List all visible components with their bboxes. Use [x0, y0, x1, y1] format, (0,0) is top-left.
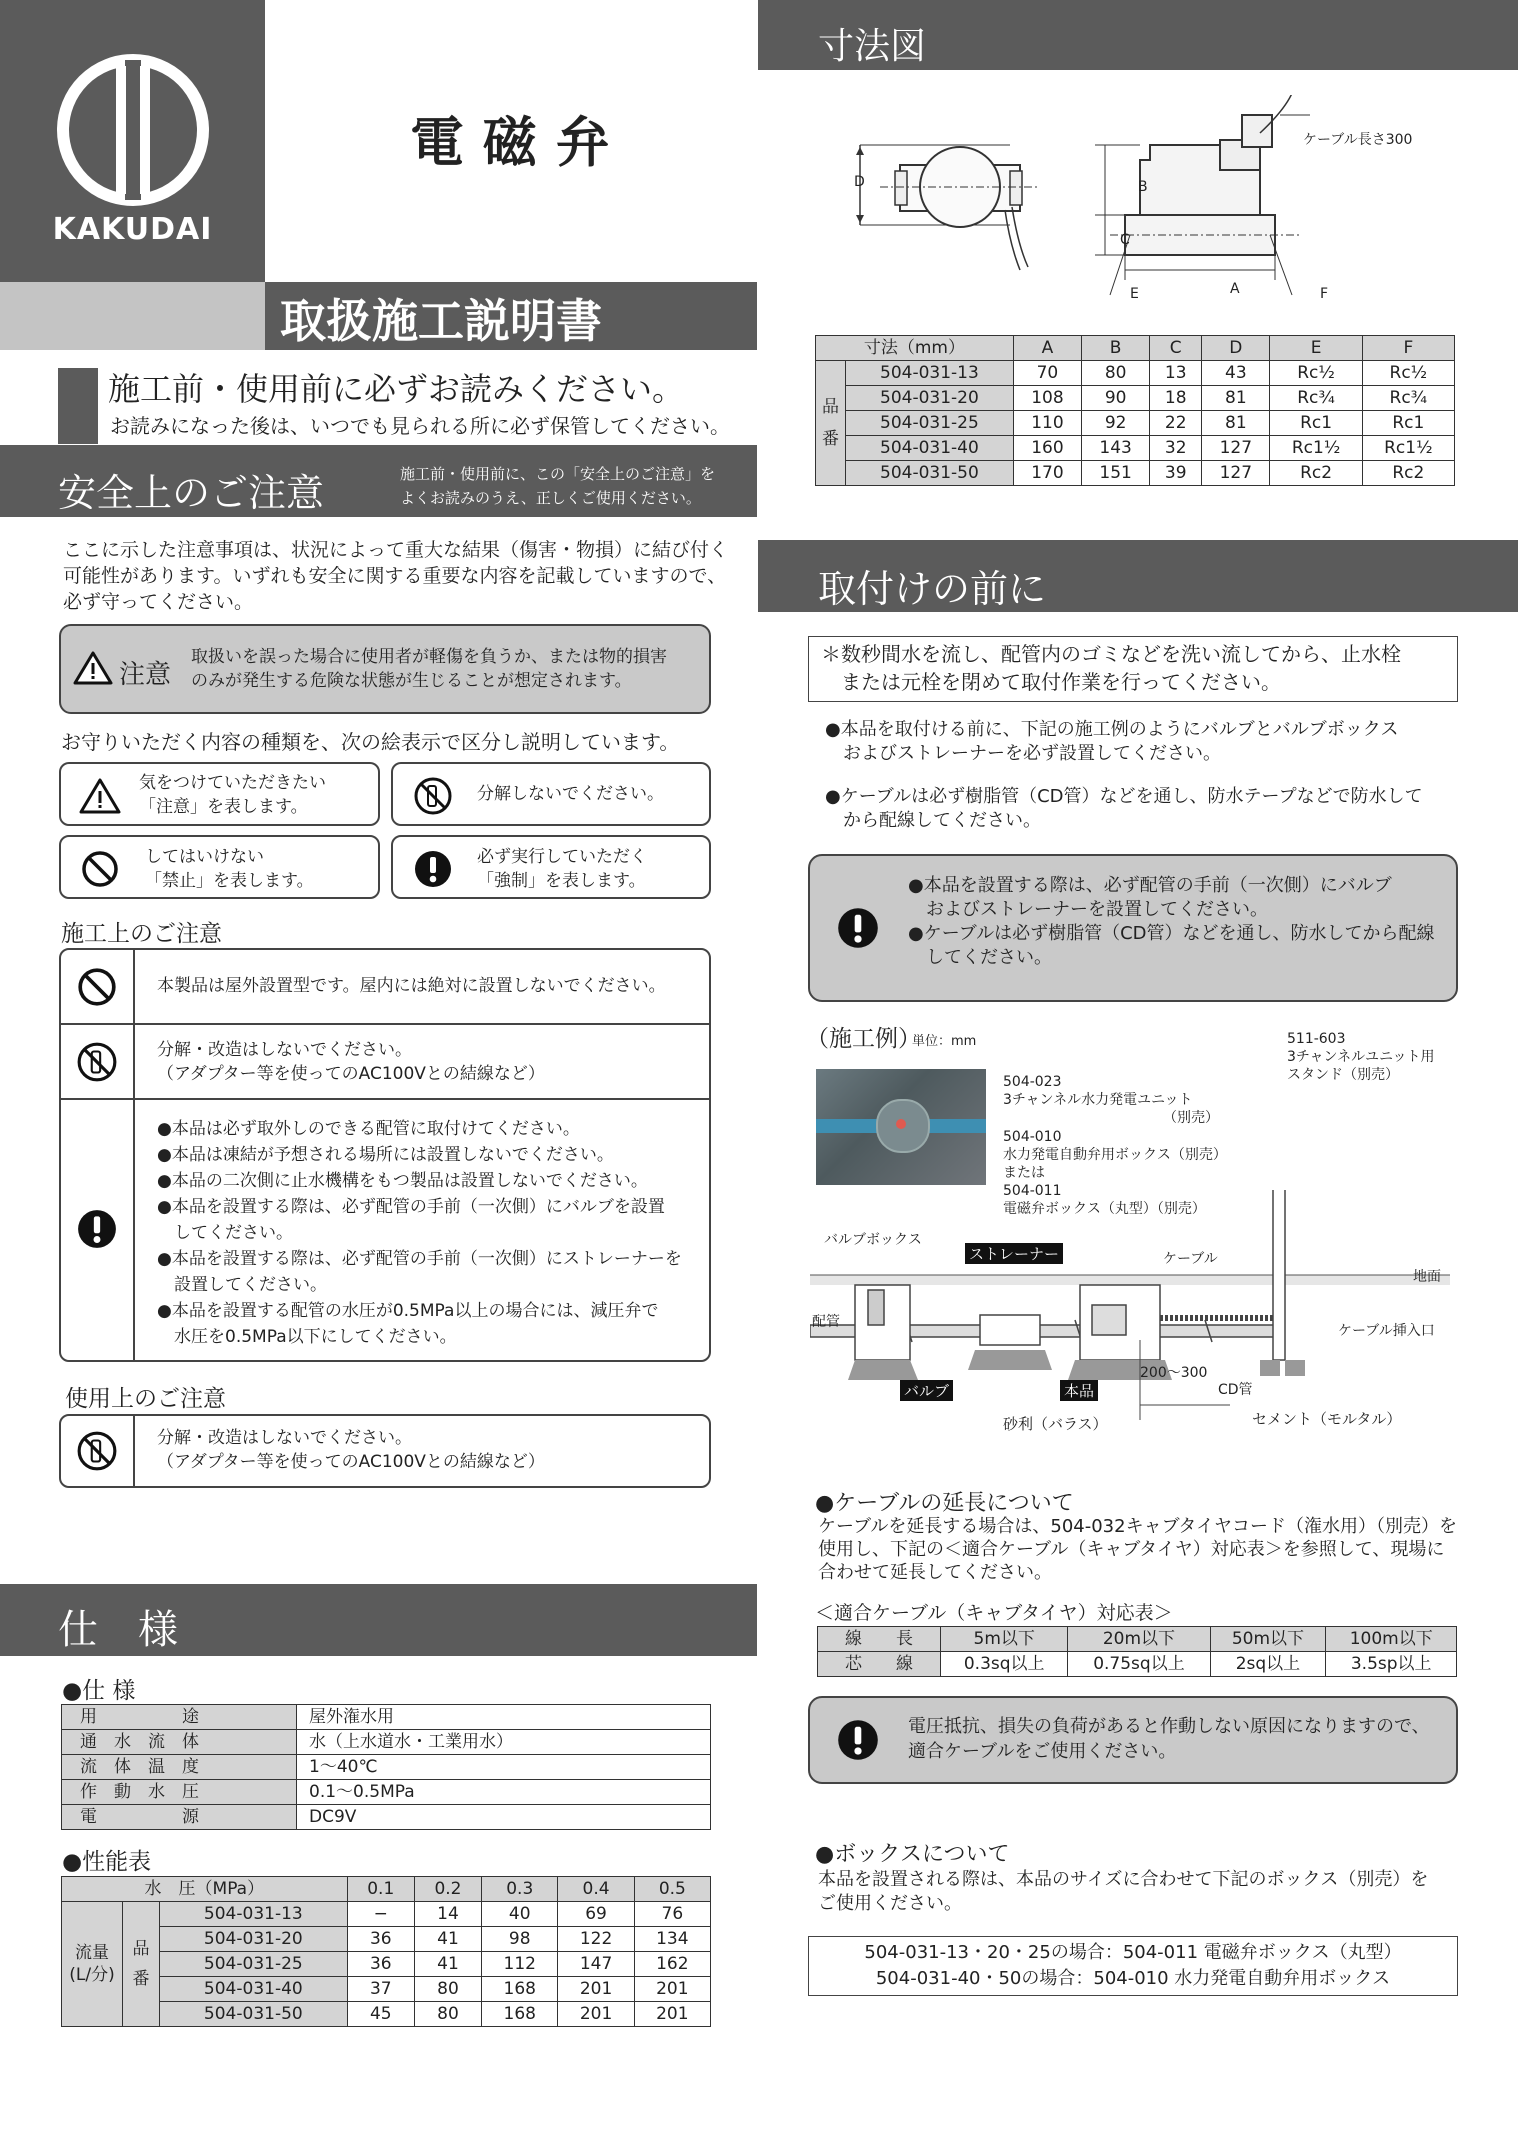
before-bullet-2: ●ケーブルは必ず樹脂管（CD管）などを通し、防水テープなどで防水して から配線してください。 [825, 786, 1423, 831]
safety-intro: ここに示した注意事項は、状況によって重大な結果（傷害・物損）に結び付く 可能性があります。いずれも安全に関する重要な内容を記載していますので、 必ず守ってください。 [63, 539, 729, 613]
symbols-intro: お守りいただく内容の種類を、次の絵表示で区分し説明しています。 [61, 730, 680, 754]
dim-label-d: D [854, 174, 865, 190]
install-item: ●本品の二次側に止水機構をもつ製品は設置しないでください。 [157, 1171, 648, 1191]
safety-side-note-2: よくお読みのうえ、正しくご使用ください。 [400, 489, 701, 507]
read-notice: 施工前・使用前に必ずお読みください。 [108, 370, 685, 408]
install-item: してください。 [157, 1223, 293, 1243]
label-strainer: ストレーナー [965, 1243, 1063, 1264]
spec-sub: ●仕 様 [62, 1678, 136, 1704]
label-cable-inlet: ケーブル挿入口 [1338, 1323, 1435, 1339]
manual-title-band [0, 282, 265, 350]
example-unit: 単位：mm [912, 1034, 977, 1049]
dimension-row: 504-031-40 160 143 32 127 Rc1½ Rc1½ [816, 436, 1455, 461]
prohibit-icon [76, 966, 118, 1008]
label-023: 504-023 3チャンネル水力発電ユニット （別売） [1003, 1074, 1219, 1126]
label-cable: ケーブル [1163, 1251, 1218, 1267]
label-valve: バルブ [900, 1380, 953, 1401]
warning-triangle-icon [78, 777, 122, 815]
install-title: 施工上のご注意 [61, 921, 222, 947]
example-photo [816, 1069, 986, 1185]
spec-title: 仕 様 [58, 1607, 178, 1653]
install-item: 水圧を0.5MPa以下にしてください。 [157, 1327, 457, 1347]
dimension-row: 504-031-20 108 90 18 81 Rc¾ Rc¾ [816, 386, 1455, 411]
logo-block [0, 0, 265, 282]
spec-row: 作 動 水 圧 0.1〜0.5MPa [62, 1780, 711, 1805]
label-cement: セメント（モルタル） [1252, 1410, 1402, 1428]
dimension-table: 寸法（mm） A B C D E F 品 番 504-031-13 70 80 13 43 Rc½ Rc½ 504-031-20 108 90 18 81 Rc¾ Rc¾ 504-031-25 110 92 22 81 Rc1 Rc1 504-031-40 160 143 32 127 Rc1½ Rc1½ 504-031-50 170 151 39 127 Rc2 Rc2 [815, 335, 1455, 486]
mandatory-icon [76, 1208, 118, 1250]
cable-title: ●ケーブルの延長について [815, 1491, 1074, 1516]
spec-table [61, 1704, 711, 1830]
perf-row: 504-031-40 37 80 168 201 201 [62, 1977, 711, 2002]
label-depth: 200〜300 [1140, 1365, 1208, 1381]
read-notice-sub: お読みになった後は、いつでも見られる所に必ず保管してください。 [110, 414, 730, 438]
mandatory-icon [836, 1718, 880, 1762]
install-item: 設置してください。 [157, 1275, 327, 1295]
label-ground: 地面 [1413, 1269, 1441, 1285]
install-items [157, 1116, 682, 1350]
box-text: 本品を設置される際は、本品のサイズに合わせて下記のボックス（別売）を ご使用ください。 [818, 1869, 1429, 1914]
cable-text: ケーブルを延長する場合は、504-032キャブタイヤコード（潅水用）（別売）を 使用し、下記の＜適合ケーブル（キャブタイヤ）対応表＞を参照して、現場に 合わせて延長してください。 [818, 1516, 1457, 1583]
cable-table: 線 長 5m以下 20m以下 50m以下 100m以下 芯 線 0.3sq以上 0.75sq以上 2sq以上 3.5sp以上 [817, 1626, 1457, 1677]
symbol-no-disassemble: 分解しないでください。 [391, 762, 711, 826]
use-title: 使用上のご注意 [65, 1386, 226, 1412]
dim-label-a: A [1230, 281, 1240, 297]
warning-triangle-icon [73, 650, 113, 686]
before-warning-box: ●本品を設置する際は、必ず配管の手前（一次側）にバルブ およびストレーナーを設置してください。 ●ケーブルは必ず樹脂管（CD管）などを通し、防水してから配線 してください。 [808, 854, 1458, 1002]
spec-row: 流 体 温 度 1〜40℃ [62, 1755, 711, 1780]
perf-sub: ●性能表 [62, 1849, 152, 1875]
mandatory-icon [836, 906, 880, 950]
brand-name: KAKUDAI [52, 212, 213, 247]
before-bullet-1: ●本品を取付ける前に、下記の施工例のようにバルブとバルブボックス およびストレーナーを必ず設置してください。 [825, 719, 1399, 764]
dim-label-c: C [1120, 232, 1130, 248]
caution-text: 取扱いを誤った場合に使用者が軽傷を負うか、または物的損害 のみが発生する危険な状態が生じることが想定されます。 [191, 647, 667, 691]
before-box: ＊数秒間水を流し、配管内のゴミなどを洗い流してから、止水栓 または元栓を閉めて取付作業を行ってください。 [808, 636, 1458, 702]
mandatory-icon [413, 849, 453, 889]
spec-row: 用 途 屋外潅水用 [62, 1705, 711, 1730]
cable-warning-box: 電圧抵抗、損失の負荷があると作動しない原因になりますので、 適合ケーブルをご使用ください。 [808, 1696, 1458, 1784]
use-table: 分解・改造はしないでください。 （アダプター等を使ってのAC100Vとの結線など） [59, 1414, 711, 1488]
symbol-mandatory: 必ず実行していただく 「強制」を表します。 [391, 835, 711, 899]
dimension-row: 504-031-25 110 92 22 81 Rc1 Rc1 [816, 411, 1455, 436]
dimension-row: 品 番 504-031-13 70 80 13 43 Rc½ Rc½ [816, 361, 1455, 386]
label-valve-box: バルブボックス [824, 1232, 922, 1248]
perf-row: 流量 (L/分) 品 番 504-031-13 − 14 40 69 76 [62, 1902, 711, 1927]
caution-box [59, 624, 711, 714]
perf-row: 504-031-25 36 41 112 147 162 [62, 1952, 711, 1977]
install-item: ●本品は必ず取外しのできる配管に取付けてください。 [157, 1119, 580, 1139]
install-table: 本製品は屋外設置型です。屋内には絶対に設置しないでください。 分解・改造はしないでください。 （アダプター等を使ってのAC100Vとの結線など） ●本品は必ず取外しのできる配管に取付けてください。 ●本品は凍結が予想される場所には設置しないでください。 ●本品の二次側に止水機構をもつ製品は設置しないでください。 ●本品を設置する際は、必ず配管の手前（一次側）にバルブを設置 してください。 ●本品を設置する際は、必ず配管の手前（一次側）にストレーナーを 設置してください。 ●本品を設置する配管の水圧が0.5MPa以上の場合には、減圧弁で 水圧を0.5MPa以下にしてください。 [59, 948, 711, 1362]
label-511: 511-603 3チャンネルユニット用 スタンド（別売） [1287, 1031, 1435, 1083]
dimensions-title: 寸法図 [818, 26, 927, 67]
label-cd: CD管 [1218, 1382, 1253, 1398]
perf-header-row: 水 圧（MPa） 0.1 0.2 0.3 0.4 0.5 [62, 1877, 711, 1902]
before-title: 取付けの前に [818, 567, 1047, 611]
label-010: 504-010 水力発電自動弁用ボックス（別売） または 504-011 電磁弁ボックス（丸型）（別売） [1003, 1129, 1227, 1217]
cable-length-label: ケーブル長さ300 [1303, 132, 1413, 148]
manual-title: 取扱施工説明書 [280, 294, 602, 348]
install-item: ●本品は凍結が予想される場所には設置しないでください。 [157, 1145, 614, 1165]
label-pipe: 配管 [812, 1314, 840, 1330]
label-gravel: 砂利（バラス） [1003, 1415, 1108, 1433]
dim-label-b: B [1138, 179, 1148, 195]
dim-label-f: F [1320, 286, 1329, 302]
no-disassemble-icon [76, 1430, 118, 1472]
prohibit-icon [80, 849, 120, 889]
box-list: 504-031-13・20・25の場合：504-011 電磁弁ボックス（丸型） 504-031-40・50の場合：504-010 水力発電自動弁用ボックス [808, 1936, 1458, 1996]
perf-row: 504-031-20 36 41 98 122 134 [62, 1927, 711, 1952]
symbol-caution: 気をつけていただきたい 「注意」を表します。 [59, 762, 380, 826]
label-product: 本品 [1060, 1380, 1098, 1401]
no-disassemble-icon [413, 776, 453, 816]
safety-side-note-1: 施工前・使用前に、この「安全上のご注意」を [400, 465, 716, 483]
perf-table [61, 1876, 711, 2027]
notice-bar [58, 368, 98, 444]
dim-label-e: E [1130, 286, 1139, 302]
cable-table-title: ＜適合ケーブル（キャブタイヤ）対応表＞ [815, 1602, 1173, 1624]
dimension-row: 504-031-50 170 151 39 127 Rc2 Rc2 [816, 461, 1455, 486]
symbol-prohibit: してはいけない 「禁止」を表します。 [59, 835, 380, 899]
install-item: ●本品を設置する際は、必ず配管の手前（一次側）にストレーナーを [157, 1249, 682, 1269]
example-title: （施工例） [806, 1026, 921, 1052]
safety-title: 安全上のご注意 [58, 471, 325, 515]
install-item: ●本品を設置する配管の水圧が0.5MPa以上の場合には、減圧弁で [157, 1301, 659, 1321]
product-title: 電 磁 弁 [410, 111, 610, 174]
no-disassemble-icon [76, 1041, 118, 1083]
install-item: ●本品を設置する際は、必ず配管の手前（一次側）にバルブを設置 [157, 1197, 665, 1217]
box-title: ●ボックスについて [815, 1842, 1010, 1867]
perf-row: 504-031-50 45 80 168 201 201 [62, 2002, 711, 2027]
spec-row: 電 源 DC9V [62, 1805, 711, 1830]
spec-row: 通 水 流 体 水（上水道水・工業用水） [62, 1730, 711, 1755]
caution-label: 注意 [119, 660, 172, 690]
